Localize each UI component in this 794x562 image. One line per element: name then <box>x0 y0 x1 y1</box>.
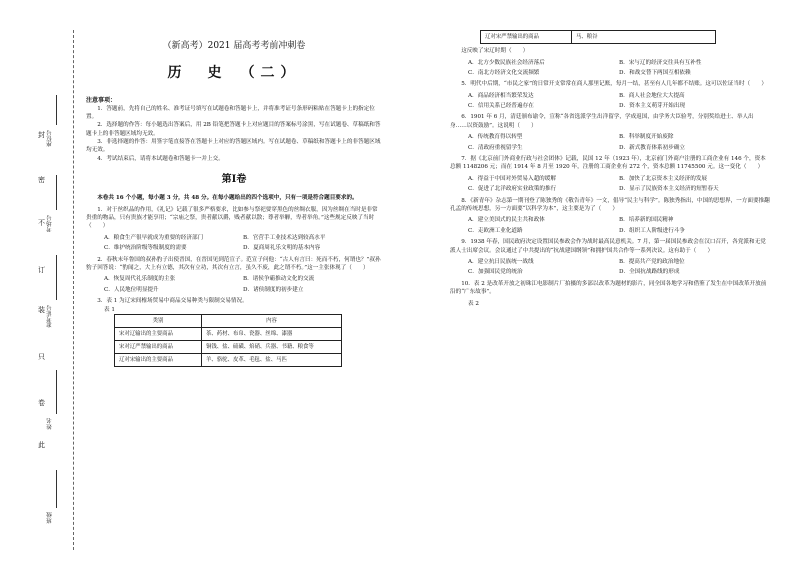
table-header-row <box>115 314 342 327</box>
seal-char: 装 <box>38 306 45 314</box>
class-label: 班级 <box>47 512 53 524</box>
option-d[interactable]: D．夏商周礼乐文明的基本内容 <box>243 245 321 252</box>
question-stem: 10．表 2 是改革开放之初珠江电影制片厂拍摄的多部以改革为题材的影片，同全国各地学习和借鉴了发生在中国改革开放前沿的“广东故事”。 <box>450 280 767 296</box>
note-item: 1．答题前，先将自己的姓名、准考证号填写在试题卷和答题卡上，并将准考证号条形码粘贴在答题卡上的指定位置。 <box>86 105 375 120</box>
question-6 <box>450 113 770 152</box>
option-d[interactable]: D．全国抗战路线的形成 <box>619 269 680 276</box>
volume-heading: 第Ⅰ卷 <box>221 174 247 186</box>
class-field[interactable] <box>56 470 57 508</box>
option-d[interactable]: D．新式教育体系初步确立 <box>619 144 686 151</box>
exam-title: （新高考）2021 届高考考前冲刺卷 <box>162 41 306 51</box>
option-a[interactable]: A．北方少数民族社会经济落后 <box>468 59 545 66</box>
option-b[interactable]: B．宋与辽的经济交往具有互补性 <box>619 59 702 66</box>
exam-room-field[interactable] <box>56 175 57 210</box>
seal-char: 卷 <box>38 399 45 407</box>
table-cell: 羊、骆驼、皮革、毛毡、盐、马匹 <box>202 354 342 367</box>
seal-char: 此 <box>38 441 45 449</box>
option-d[interactable]: D．资本主义萌芽开始出现 <box>619 103 686 110</box>
seal-char: 密 <box>38 176 45 184</box>
option-a[interactable]: A．得益于中国对外贸易入超的缓解 <box>468 175 556 182</box>
question-stem: 9．1938 年春，国民政府决定设置国民参政会作为战时最高民意机关。7 月，第一届国民参政会在汉口召开，各党派和无党派人士出席会议。会议通过了中共提出的“抗战建国纲领”和拥护国共合作等一系列决议。这有助于（ ） <box>450 239 766 254</box>
exam-number-label: 准考证号 <box>47 305 53 328</box>
exam-room-label: 考场号 <box>47 215 53 232</box>
option-b[interactable]: B．培养新的国民精神 <box>619 217 674 224</box>
section-instructions: 本卷共 16 个小题，每小题 3 分，共 48 分。在每小题给出的四个选项中，只有一项是符合题目要求的。 <box>97 195 358 202</box>
option-c[interactable]: C．走欧洲工业化道路 <box>468 227 523 234</box>
right-column <box>450 32 770 309</box>
table-cell: 马、粮谷 <box>572 31 716 44</box>
option-a[interactable]: A．商品经济相当繁荣发达 <box>468 92 534 99</box>
option-b[interactable]: B．官营手工业技术达到较高水平 <box>243 234 326 241</box>
question-stem: 3．表 1 为辽宋间榷场贸易中商品交易种类与限制交易情况。 <box>97 298 248 305</box>
question-10 <box>450 280 770 309</box>
option-a[interactable]: A．传统教育得以转型 <box>468 134 523 141</box>
table-header-cell: 类别 <box>115 314 202 327</box>
option-d[interactable]: D．诸侯制度的初步建立 <box>243 286 304 293</box>
option-d[interactable]: D．和战交替下两国互相依赖 <box>619 69 691 76</box>
question-3 <box>86 297 382 367</box>
seal-char: 只 <box>38 353 45 361</box>
seal-char: 订 <box>38 266 45 274</box>
option-a[interactable]: A．建立抗日民族统一战线 <box>468 258 534 265</box>
question-stem: 5．明代中后期，“市民之家”的日常开支常常在商人那里记账，每月一结，甚至有人几年都不结账。这可以佐证当时（ ） <box>461 81 767 88</box>
option-c[interactable]: C．维护统治阶级等级制度的需要 <box>104 245 187 252</box>
table-cell: 辽对宋输出的主要商品 <box>115 354 202 367</box>
seat-number-field[interactable] <box>56 95 57 125</box>
question-7 <box>450 155 770 194</box>
table-row <box>115 354 342 367</box>
option-c[interactable]: C．促进了北洋政府实业政策的推行 <box>468 186 557 193</box>
option-b[interactable]: B．科举制度开始废除 <box>619 134 674 141</box>
table-header-cell: 内容 <box>202 314 342 327</box>
exam-subtitle: 历 史 （二） <box>167 64 301 81</box>
question-stem: 7．据《北京前门外商业行政与社会团体》记载，民国 12 年（1923 年），北京前门外商户注册的工商企业有 146 个，资本总额 1148206 元；而在 1914 年 8 月至 1920 年，注册的工商企业有 272 个，资本总额 11745500 元。这一变化（ ） <box>450 156 766 171</box>
question-1 <box>86 206 382 253</box>
option-a[interactable]: A．建立美国式的民主共和政体 <box>468 217 545 224</box>
option-d[interactable]: D．组织工人阶级进行斗争 <box>619 227 686 234</box>
note-item: 3．非选择题的作答：用签字笔直接答在答题卡上对应的答题区域内。写在试题卷、草稿纸和答题卡上的非答题区域均无效。 <box>86 139 381 154</box>
option-d[interactable]: D．显示了民族资本主义经济的短暂春天 <box>619 186 719 193</box>
option-c[interactable]: C．南北方经济文化交流频繁 <box>468 69 540 76</box>
table-caption: 表 2 <box>468 301 479 308</box>
exam-number-field[interactable] <box>56 255 57 300</box>
binding-dashed-line <box>73 30 74 550</box>
question-stem: 2．春秋末年鲁国的叔孙豹子出使晋国，在晋国见到范宣子。范宣子问他：“古人有言曰：死而不朽，何谓也？”叔孙豹子回答说：“豹闻之，大上有立德，其次有立功，其次有立言，虽久不废，此之谓不朽。”这一主张体现了（ ） <box>86 256 381 271</box>
option-b[interactable]: B．诸侯争霸推动文化的交流 <box>243 276 315 283</box>
table-row <box>481 31 716 44</box>
table-cell: 铜钱、盐、硫磺、焰硝、兵器、书籍、粮食等 <box>202 341 342 354</box>
name-label: 姓名 <box>47 418 53 430</box>
table-row <box>115 328 342 341</box>
binding-margin <box>0 0 88 562</box>
option-c[interactable]: C．人民地位明显提升 <box>104 286 159 293</box>
seat-number-label: 座位号 <box>47 130 53 147</box>
name-field[interactable] <box>56 370 57 414</box>
option-b[interactable]: B．商人社会地位大大提高 <box>619 92 685 99</box>
option-a[interactable]: A．恢复周代礼乐制度的主张 <box>104 276 176 283</box>
option-c[interactable]: C．信用关系已经普遍存在 <box>468 103 534 110</box>
question-5 <box>450 80 770 110</box>
option-a[interactable]: A．粮食生产很早就成为重要的经济部门 <box>104 234 204 241</box>
table-1-continued <box>480 30 716 44</box>
option-b[interactable]: B．加快了北京资本主义经济的发展 <box>619 175 708 182</box>
table-1 <box>114 314 342 367</box>
note-item: 2．选择题的作答：每小题选出答案后，用 2B 铅笔把答题卡上对应题目的答案标号涂黑，写在试题卷、草稿纸和答题卡上的非答题区域均无效。 <box>86 122 381 137</box>
notes-heading: 注意事项： <box>86 96 117 104</box>
seal-char: 不 <box>38 219 45 227</box>
note-item: 4．考试结束后，请将本试题卷和答题卡一并上交。 <box>97 155 224 162</box>
question-stem: 6．1901 年 6 月，清廷颁布谕令，宣称“各省选派学生出洋留学，学成返国，由学务大臣验考，分别奖给进士、举人出身……以资鼓励”。这说明（ ） <box>450 114 754 129</box>
table-row <box>115 341 342 354</box>
seal-char: 封 <box>38 131 45 139</box>
question-stem: 这反映了宋辽时期（ ） <box>461 48 529 55</box>
question-8 <box>450 197 770 236</box>
option-c[interactable]: C．清政府重视留学生 <box>468 144 523 151</box>
table-cell: 茶、药材、布帛、瓷器、丝绵、漆器 <box>202 328 342 341</box>
option-b[interactable]: B．提高共产党的政治地位 <box>619 258 685 265</box>
question-3-tail <box>450 47 770 77</box>
table-cell: 辽对宋严禁输出的商品 <box>481 31 572 44</box>
question-stem: 1．对于丝织品的作用，《礼记》记载了很多严格要求，比如参与祭祀要穿黑色的丝绸衣服，因为丝绸在当时是非常贵重的物品，只有贵族才能享用；“宗庙之祭，贵者献以爵，贱者献以散；尊者举觯，卑者举角。”这些规定反映了当时（ ） <box>86 206 378 230</box>
option-c[interactable]: C．加强国民党的统治 <box>468 269 523 276</box>
left-column <box>86 32 382 367</box>
question-2 <box>86 256 382 295</box>
table-cell: 宋对辽严禁输出的商品 <box>115 341 202 354</box>
question-stem: 8．《新青年》杂志第一期刊登了陈独秀的《敬告青年》一文，倡导“民主与科学”。陈独秀指出，中国的思想界，一方面要推翻孔孟的传统思想，另一方面要“以科学为本”，这主要是为了（ ） <box>450 197 770 212</box>
table-cell: 宋对辽输出的主要商品 <box>115 328 202 341</box>
question-9 <box>450 238 770 277</box>
table-caption: 表 1 <box>104 306 115 313</box>
